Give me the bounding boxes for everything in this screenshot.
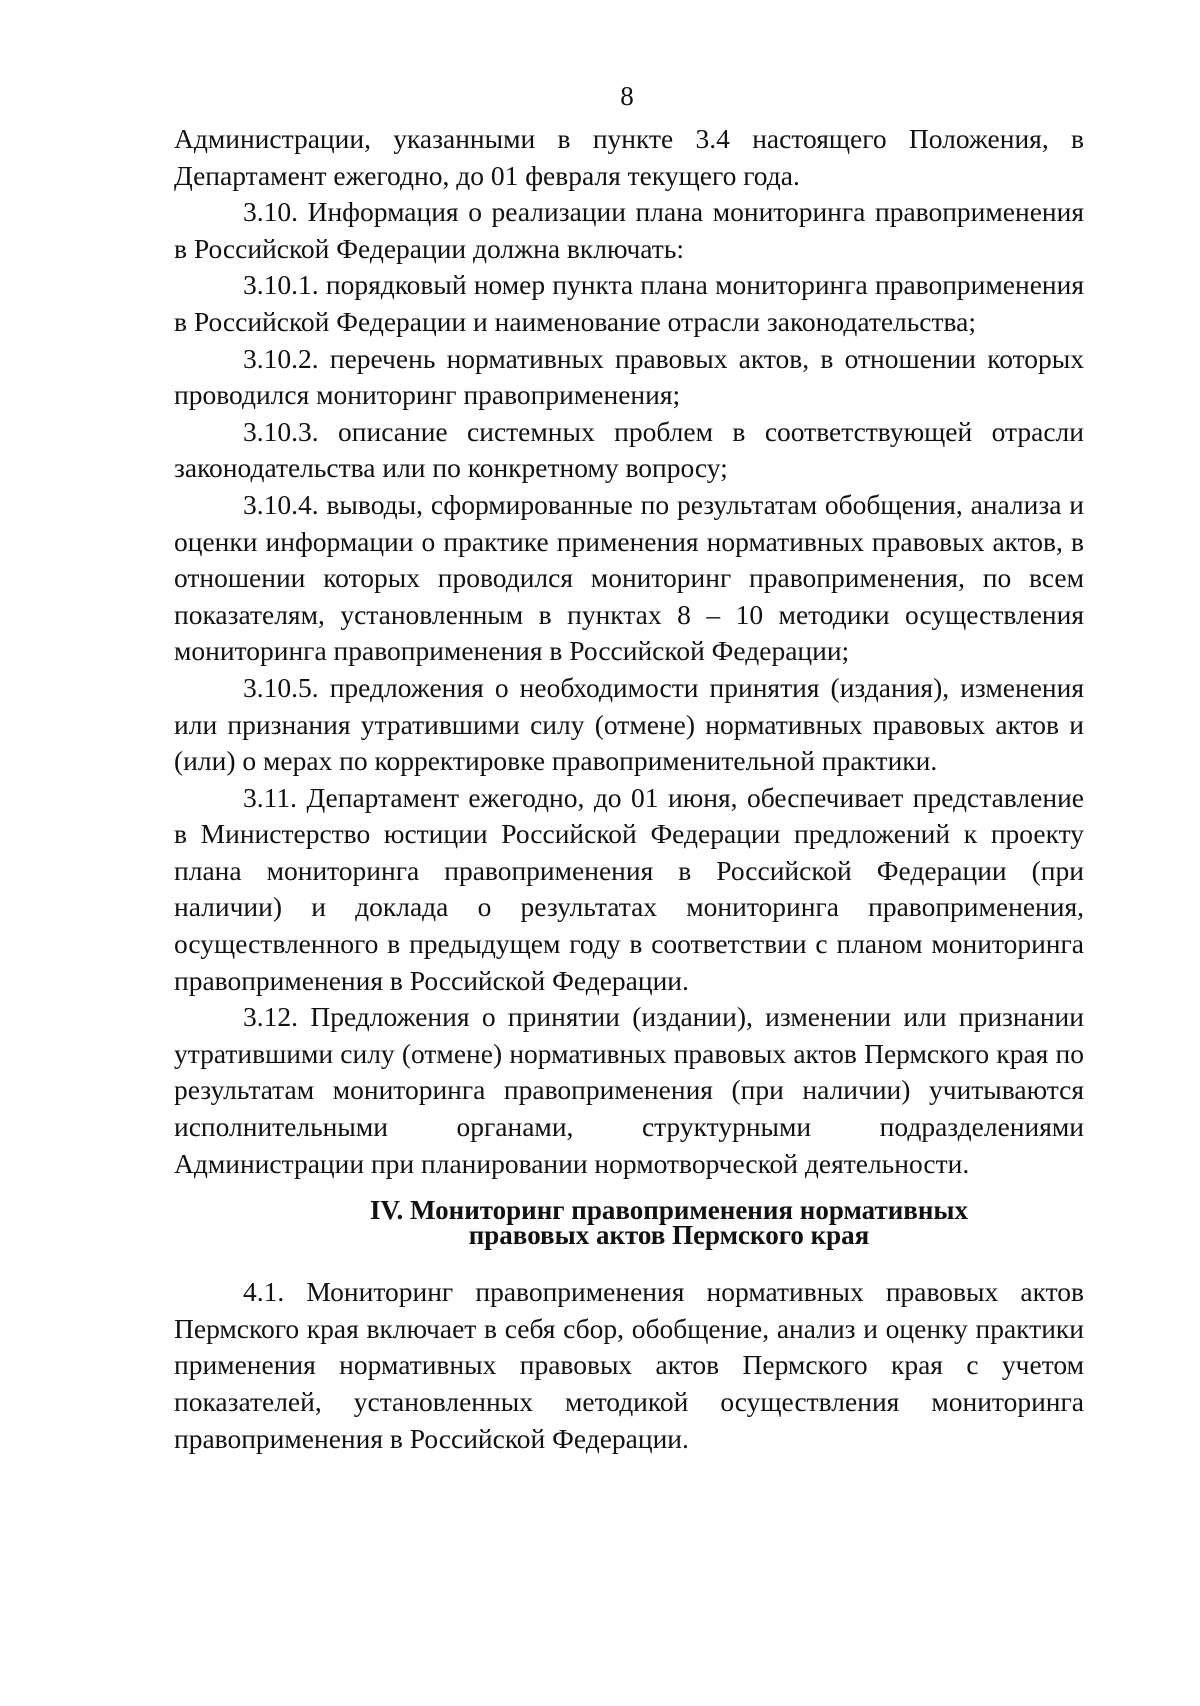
paragraph-3-10: 3.10. Информация о реализации плана мониторинга правоприменения в Российской Федерации должна включать: <box>174 196 1084 264</box>
paragraph-3-10-3: 3.10.3. описание системных проблем в соответствующей отрасли законодательства или по конкретному вопросу; <box>174 415 1084 484</box>
page-number: 8 <box>620 81 634 111</box>
section-heading <box>174 1195 1084 1251</box>
section-heading-line-1: IV. Мониторинг правоприменения нормативных <box>369 1195 968 1226</box>
paragraph-3-11: 3.11. Департамент ежегодно, до 01 июня, обеспечивает представление в Министерство юстиции Российской Федерации предложений к проекту плана мониторинга правоприменения в Российской Федерации (при наличии) и доклада о результатах мониторинга правоприменения, осуществленного в предыдущем году в соответствии с планом мониторинга правоприменения в Российской Федерации. <box>174 781 1084 996</box>
paragraph-3-10-4: 3.10.4. выводы, сформированные по результатам обобщения, анализа и оценки информации о практике применения нормативных правовых актов, в отношении которых проводился мониторинг правоприменения, по всем показателям, установленным в пунктах 8 – 10 методики осуществления мониторинга правоприменения в Российской Федерации; <box>174 488 1084 667</box>
paragraph-3-10-1: 3.10.1. порядковый номер пункта плана мониторинга правоприменения в Российской Федерации и наименование отрасли законодательства; <box>174 269 1084 337</box>
section-heading-line-2: правовых актов Пермского края <box>468 1220 870 1251</box>
paragraph-3-12: 3.12. Предложения о принятии (издании), изменении или признании утратившими силу (отмене) нормативных правовых актов Пермского края по результатам мониторинга правоприменения (при наличии) учитываются исполнительными органами, структурными подразделениями Администрации при планировании нормотворческой деятельности. <box>174 1001 1084 1179</box>
paragraph-continuation: Администрации, указанными в пункте 3.4 настоящего Положения, в Департамент ежегодно, до 01 февраля текущего года. <box>174 123 1084 191</box>
paragraph-3-10-5: 3.10.5. предложения о необходимости принятия (издания), изменения или признания утратившими силу (отмене) нормативных правовых актов и (или) о мерах по корректировке правоприменительной практики. <box>174 671 1084 777</box>
paragraph-3-10-2: 3.10.2. перечень нормативных правовых актов, в отношении которых проводился мониторинг правоприменения; <box>174 342 1084 411</box>
paragraph-4-1: 4.1. Мониторинг правоприменения нормативных правовых актов Пермского края включает в себя сбор, обобщение, анализ и оценку практики применения нормативных правовых актов Пермского края с учетом показателей, установленных методикой осуществления мониторинга правоприменения в Российской Федерации. <box>174 1276 1084 1454</box>
document-body <box>174 121 1084 1457</box>
